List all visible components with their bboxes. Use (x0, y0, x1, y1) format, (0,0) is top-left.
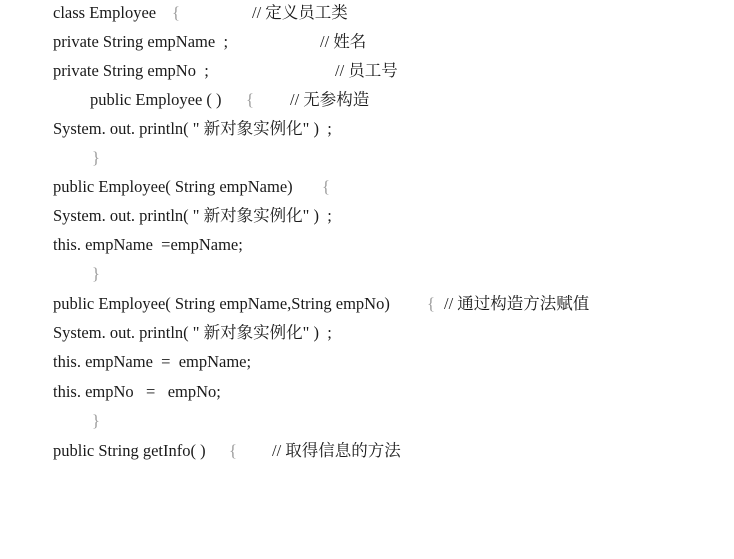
open-brace: { (322, 177, 330, 196)
code-comment: // 定义员工类 (252, 3, 348, 22)
code-line (0, 30, 367, 54)
close-brace: } (92, 411, 100, 430)
open-brace: { (246, 90, 254, 109)
code-text: public Employee( String empName,String empNo) (53, 294, 390, 313)
code-comment: // 姓名 (320, 32, 367, 51)
code-line (0, 292, 590, 316)
open-brace: { (427, 294, 435, 313)
code-comment: // 通过构造方法赋值 (444, 294, 590, 313)
code-line (0, 175, 330, 199)
open-brace: { (229, 441, 237, 460)
code-line (0, 146, 100, 170)
code-line (0, 350, 252, 374)
code-text: public Employee ( ) (90, 90, 222, 109)
code-line (0, 59, 398, 83)
close-brace: } (92, 264, 100, 283)
code-line (0, 117, 332, 141)
open-brace: { (172, 3, 180, 22)
code-text: this. empName = empName; (53, 352, 252, 371)
code-text: private String empName ; (53, 32, 229, 51)
code-text: System. out. println( " 新对象实例化" ) ; (53, 206, 332, 225)
code-text: public Employee( String empName) (53, 177, 293, 196)
code-comment: // 员工号 (335, 61, 398, 80)
code-line (0, 1, 348, 25)
code-text: public String getInfo( ) (53, 441, 206, 460)
code-comment: // 无参构造 (290, 90, 370, 109)
code-comment: // 取得信息的方法 (272, 441, 401, 460)
code-line (0, 88, 370, 112)
code-line (0, 233, 243, 257)
code-line (0, 204, 332, 228)
code-text: System. out. println( " 新对象实例化" ) ; (53, 323, 332, 342)
code-text: class Employee (53, 3, 157, 22)
code-line (0, 321, 332, 345)
code-line (0, 380, 221, 404)
code-text: this. empNo = empNo; (53, 382, 221, 401)
code-line (0, 409, 100, 433)
code-text: this. empName =empName; (53, 235, 243, 254)
code-text: System. out. println( " 新对象实例化" ) ; (53, 119, 332, 138)
code-line (0, 262, 100, 286)
code-line (0, 439, 401, 463)
code-text: private String empNo ; (53, 61, 209, 80)
close-brace: } (92, 148, 100, 167)
